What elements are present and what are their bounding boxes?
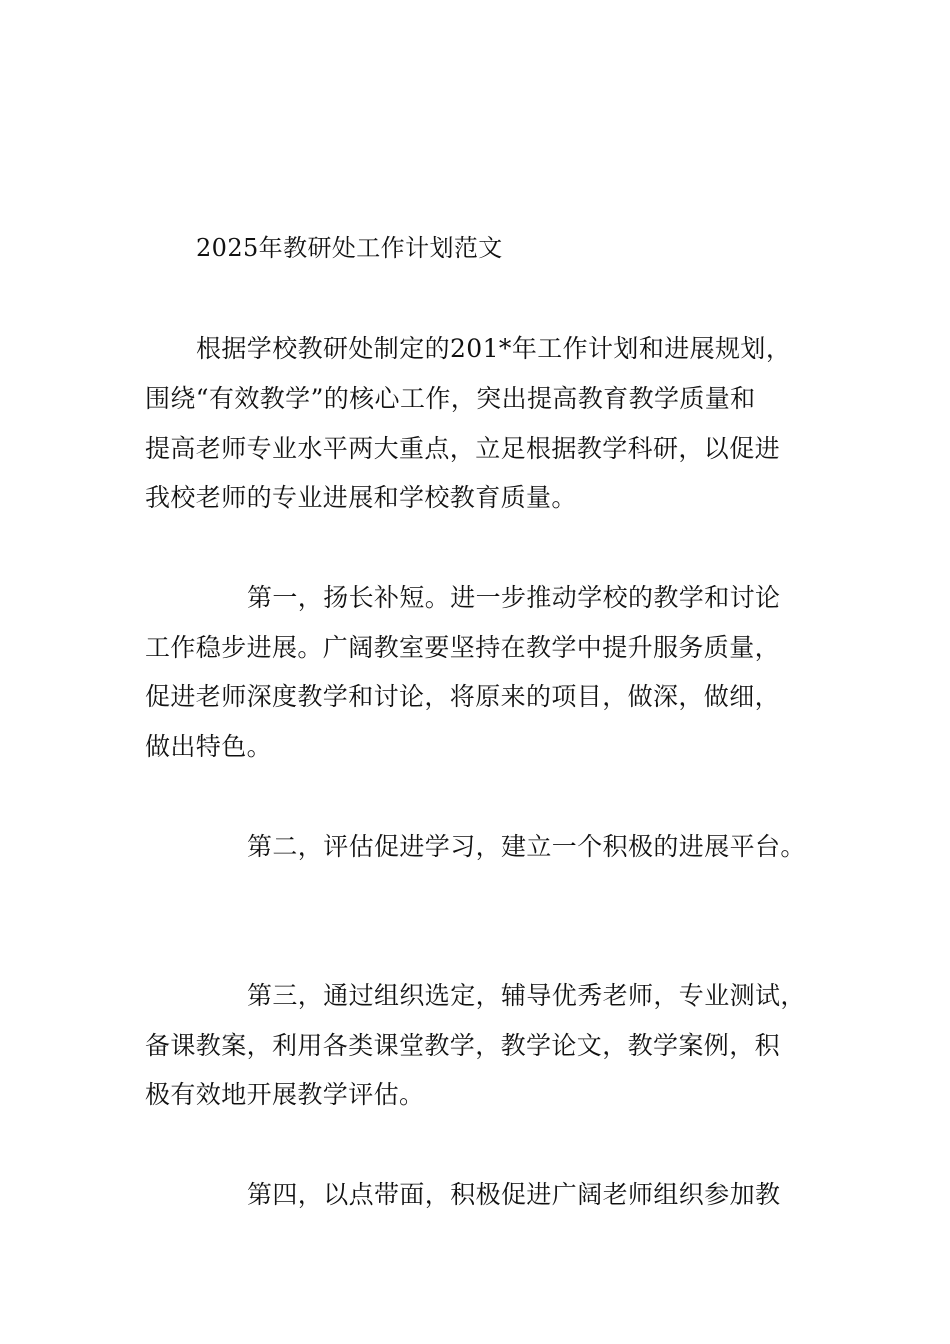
section3-line-2: 备课教案，利用各类课堂教学，教学论文，教学案例，积	[145, 1031, 781, 1060]
section1-line-1: 第一，扬长补短。进一步推动学校的教学和讨论	[247, 583, 781, 612]
intro-line-3: 提高老师专业水平两大重点，立足根据教学科研，以促进	[145, 434, 781, 463]
intro-line-1: 根据学校教研处制定的201*年工作计划和进展规划，	[196, 334, 792, 363]
section1-line-3: 促进老师深度教学和讨论，将原来的项目，做深，做细，	[145, 682, 781, 711]
section1-line-4: 做出特色。	[145, 732, 273, 761]
section4-line-1: 第四，以点带面，积极促进广阔老师组织参加教	[247, 1180, 781, 1209]
intro-line-2: 围绕“有效教学”的核心工作，突出提高教育教学质量和	[145, 384, 756, 413]
section3-line-1: 第三，通过组织选定，辅导优秀老师，专业测试，	[247, 981, 806, 1010]
document-title: 2025年教研处工作计划范文	[196, 234, 503, 262]
section1-line-2: 工作稳步进展。广阔教室要坚持在教学中提升服务质量，	[145, 633, 781, 662]
section3-line-3: 极有效地开展教学评估。	[145, 1080, 425, 1109]
intro-line-4: 我校老师的专业进展和学校教育质量。	[145, 483, 577, 512]
section2-line-1: 第二，评估促进学习，建立一个积极的进展平台。	[247, 832, 806, 861]
